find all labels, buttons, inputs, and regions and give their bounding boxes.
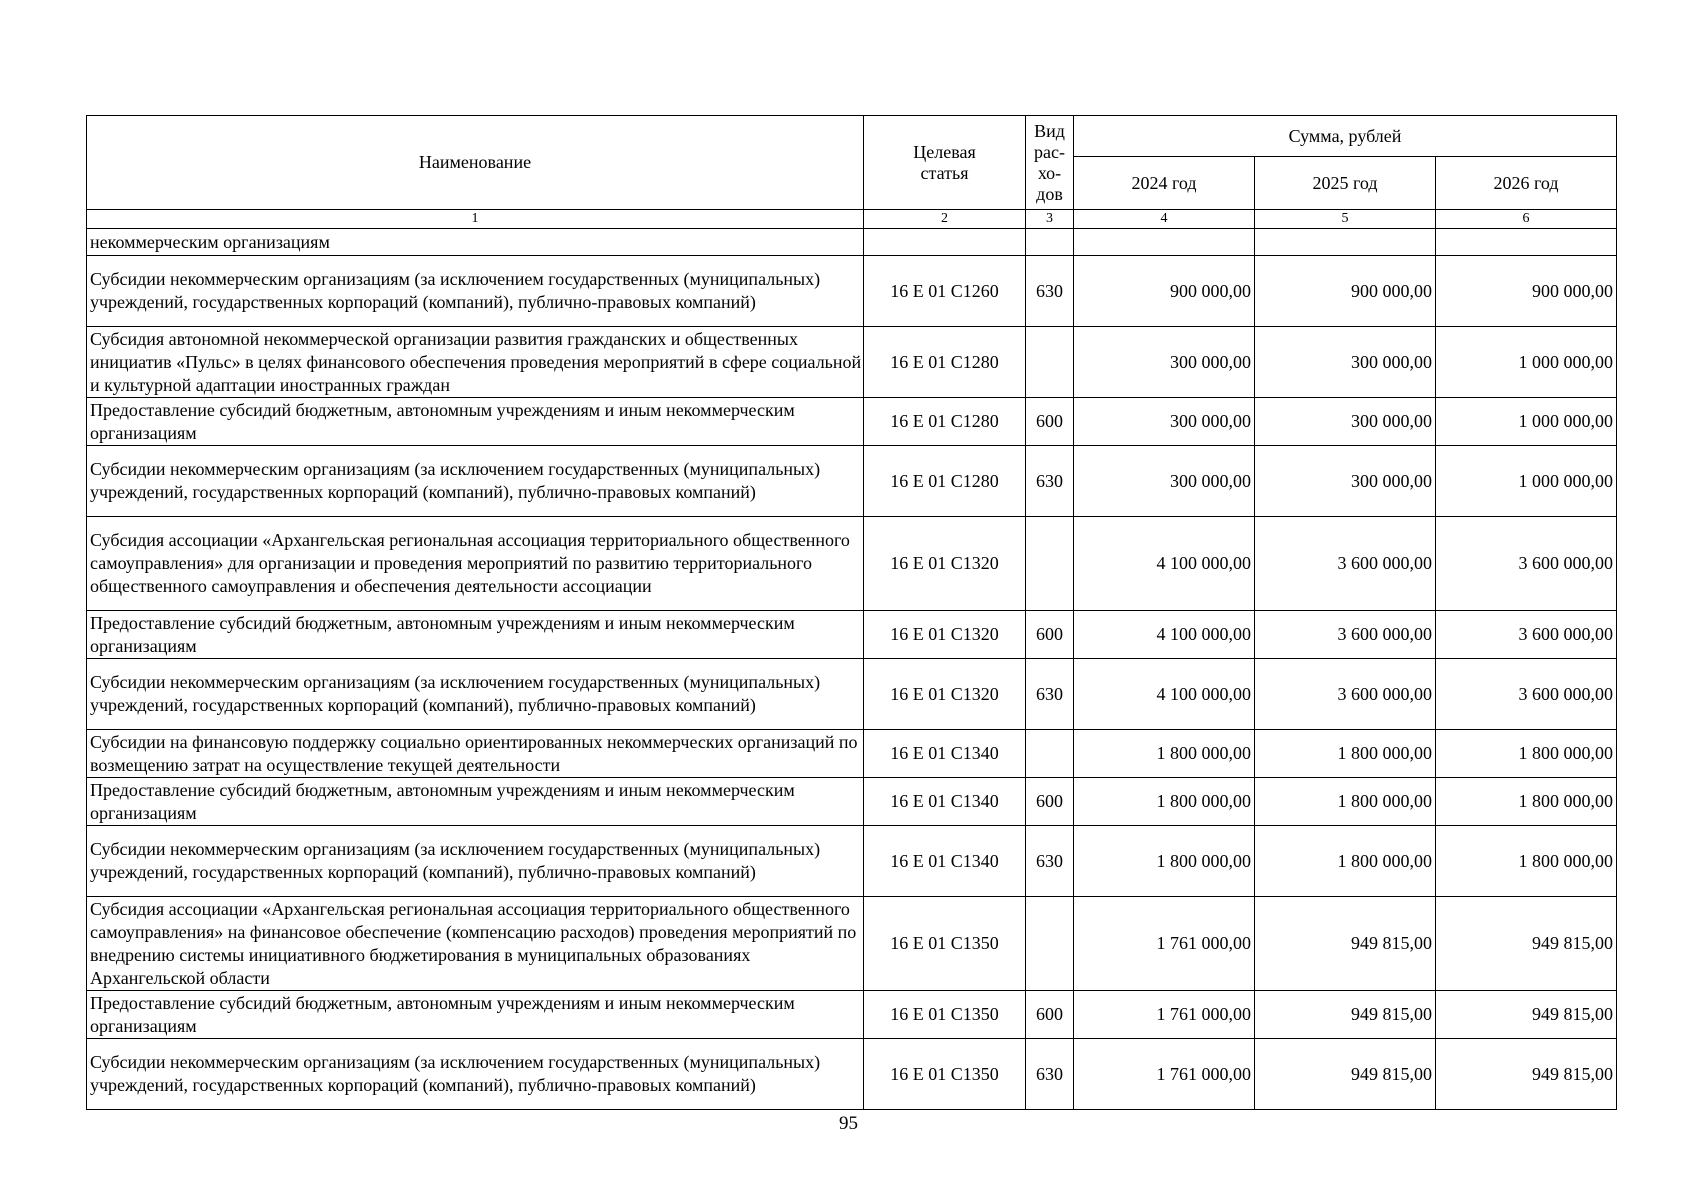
header-year-2026: 2026 год [1436,157,1617,210]
row-target-article: 16 Е 01 С1350 [864,991,1026,1039]
row-name: Субсидии некоммерческим организациям (за исключением государственных (муниципальных) учреждений, государственных корпораций (компаний), публично-правовых компаний) [87,826,864,897]
table-row [87,327,1617,398]
row-name: Субсидия ассоциации «Архангельская региональная ассоциация территориального общественного самоуправления» на финансовое обеспечение (компенсацию расходов) проведения мероприятий по внедрению системы инициативного бюджетирования в муниципальных образованиях Архангельской области [87,897,864,991]
row-sum-2026: 1 000 000,00 [1436,446,1617,517]
table-row [87,256,1617,327]
header-target-article [864,116,1026,210]
row-expense-type: 630 [1026,446,1074,517]
row-target-article: 16 Е 01 С1320 [864,659,1026,730]
row-sum-2026: 1 800 000,00 [1436,778,1617,826]
row-sum-2026: 3 600 000,00 [1436,611,1617,659]
row-target-article: 16 Е 01 С1280 [864,398,1026,446]
row-sum-2025: 300 000,00 [1255,327,1436,398]
row-sum-2026 [1436,229,1617,256]
table-row [87,517,1617,611]
row-sum-2025: 3 600 000,00 [1255,659,1436,730]
row-name: Субсидии некоммерческим организациям (за исключением государственных (муниципальных) учреждений, государственных корпораций (компаний), публично-правовых компаний) [87,446,864,517]
row-target-article: 16 Е 01 С1350 [864,897,1026,991]
column-numbers-row [87,210,1617,229]
row-expense-type [1026,730,1074,778]
row-sum-2026: 949 815,00 [1436,991,1617,1039]
budget-table [86,115,1617,1110]
row-name: Субсидии некоммерческим организациям (за исключением государственных (муниципальных) учреждений, государственных корпораций (компаний), публично-правовых компаний) [87,659,864,730]
table-row [87,659,1617,730]
table-row [87,897,1617,991]
row-sum-2026: 1 000 000,00 [1436,327,1617,398]
row-sum-2024: 300 000,00 [1074,327,1255,398]
row-sum-2025 [1255,229,1436,256]
row-sum-2024: 900 000,00 [1074,256,1255,327]
column-number: 6 [1436,210,1617,229]
row-expense-type: 600 [1026,611,1074,659]
table-row [87,730,1617,778]
row-sum-2025: 900 000,00 [1255,256,1436,327]
header-expense-type-line: хо- [1037,162,1062,183]
row-sum-2024 [1074,229,1255,256]
row-sum-2024: 300 000,00 [1074,446,1255,517]
row-sum-2024: 4 100 000,00 [1074,611,1255,659]
row-target-article: 16 Е 01 С1280 [864,327,1026,398]
row-expense-type: 630 [1026,659,1074,730]
row-target-article [864,229,1026,256]
row-expense-type: 600 [1026,778,1074,826]
row-name: некоммерческим организациям [87,229,864,256]
row-name: Субсидия автономной некоммерческой организации развития гражданских и общественных инициатив «Пульс» в целях финансового обеспечения проведения мероприятий в сфере социальной и культурной адаптации иностранных граждан [87,327,864,398]
row-name: Предоставление субсидий бюджетным, автономным учреждениям и иным некоммерческим организациям [87,398,864,446]
column-number: 2 [864,210,1026,229]
row-sum-2025: 3 600 000,00 [1255,517,1436,611]
row-sum-2025: 949 815,00 [1255,897,1436,991]
row-name: Субсидии некоммерческим организациям (за исключением государственных (муниципальных) учреждений, государственных корпораций (компаний), публично-правовых компаний) [87,256,864,327]
header-year-2025: 2025 год [1255,157,1436,210]
table-row [87,991,1617,1039]
row-sum-2024: 1 800 000,00 [1074,778,1255,826]
row-name: Предоставление субсидий бюджетным, автономным учреждениям и иным некоммерческим организациям [87,991,864,1039]
row-sum-2024: 1 800 000,00 [1074,826,1255,897]
column-number: 3 [1026,210,1074,229]
row-sum-2026: 900 000,00 [1436,256,1617,327]
column-number: 1 [87,210,864,229]
header-name: Наименование [87,116,864,210]
row-expense-type: 600 [1026,991,1074,1039]
row-sum-2026: 3 600 000,00 [1436,517,1617,611]
row-sum-2025: 300 000,00 [1255,398,1436,446]
row-expense-type: 630 [1026,826,1074,897]
row-sum-2025: 949 815,00 [1255,1039,1436,1110]
row-target-article: 16 Е 01 С1340 [864,778,1026,826]
row-target-article: 16 Е 01 С1320 [864,611,1026,659]
row-sum-2025: 1 800 000,00 [1255,778,1436,826]
row-sum-2026: 1 800 000,00 [1436,826,1617,897]
row-name: Субсидия ассоциации «Архангельская региональная ассоциация территориального общественного самоуправления» для организации и проведения мероприятий по развитию территориального общественного самоуправления и обеспечения деятельности ассоциации [87,517,864,611]
row-expense-type [1026,897,1074,991]
row-expense-type: 600 [1026,398,1074,446]
row-target-article: 16 Е 01 С1340 [864,730,1026,778]
row-sum-2024: 1 761 000,00 [1074,991,1255,1039]
row-expense-type [1026,327,1074,398]
row-name: Субсидии некоммерческим организациям (за исключением государственных (муниципальных) учреждений, государственных корпораций (компаний), публично-правовых компаний) [87,1039,864,1110]
table-row [87,826,1617,897]
table-row [87,398,1617,446]
row-sum-2025: 300 000,00 [1255,446,1436,517]
row-expense-type [1026,517,1074,611]
row-sum-2026: 949 815,00 [1436,1039,1617,1110]
table-row [87,229,1617,256]
row-name: Субсидии на финансовую поддержку социально ориентированных некоммерческих организаций по возмещению затрат на осуществление текущей деятельности [87,730,864,778]
row-expense-type: 630 [1026,256,1074,327]
table-row [87,611,1617,659]
page-number: 95 [839,1113,858,1134]
row-sum-2026: 3 600 000,00 [1436,659,1617,730]
row-target-article: 16 Е 01 С1280 [864,446,1026,517]
column-number: 4 [1074,210,1255,229]
row-sum-2026: 1 000 000,00 [1436,398,1617,446]
row-sum-2026: 1 800 000,00 [1436,730,1617,778]
row-target-article: 16 Е 01 С1320 [864,517,1026,611]
row-target-article: 16 Е 01 С1340 [864,826,1026,897]
row-target-article: 16 Е 01 С1260 [864,256,1026,327]
header-expense-type-line: дов [1036,183,1063,204]
header-sum: Сумма, рублей [1074,116,1617,157]
table-row [87,778,1617,826]
row-name: Предоставление субсидий бюджетным, автономным учреждениям и иным некоммерческим организациям [87,611,864,659]
header-expense-type [1026,116,1074,210]
row-sum-2025: 949 815,00 [1255,991,1436,1039]
column-number: 5 [1255,210,1436,229]
header-expense-type-line: Вид [1034,120,1065,141]
table-row [87,1039,1617,1110]
row-sum-2024: 1 800 000,00 [1074,730,1255,778]
row-sum-2024: 1 761 000,00 [1074,897,1255,991]
row-expense-type [1026,229,1074,256]
header-target-article-text: Целевая статья [913,141,976,183]
row-expense-type: 630 [1026,1039,1074,1110]
header-expense-type-line: рас- [1034,141,1065,162]
row-sum-2025: 1 800 000,00 [1255,826,1436,897]
row-sum-2025: 3 600 000,00 [1255,611,1436,659]
table-row [87,446,1617,517]
header-year-2024: 2024 год [1074,157,1255,210]
row-target-article: 16 Е 01 С1350 [864,1039,1026,1110]
row-sum-2024: 4 100 000,00 [1074,659,1255,730]
row-sum-2024: 4 100 000,00 [1074,517,1255,611]
row-sum-2026: 949 815,00 [1436,897,1617,991]
row-sum-2024: 1 761 000,00 [1074,1039,1255,1110]
row-sum-2024: 300 000,00 [1074,398,1255,446]
row-sum-2025: 1 800 000,00 [1255,730,1436,778]
row-name: Предоставление субсидий бюджетным, автономным учреждениям и иным некоммерческим организациям [87,778,864,826]
